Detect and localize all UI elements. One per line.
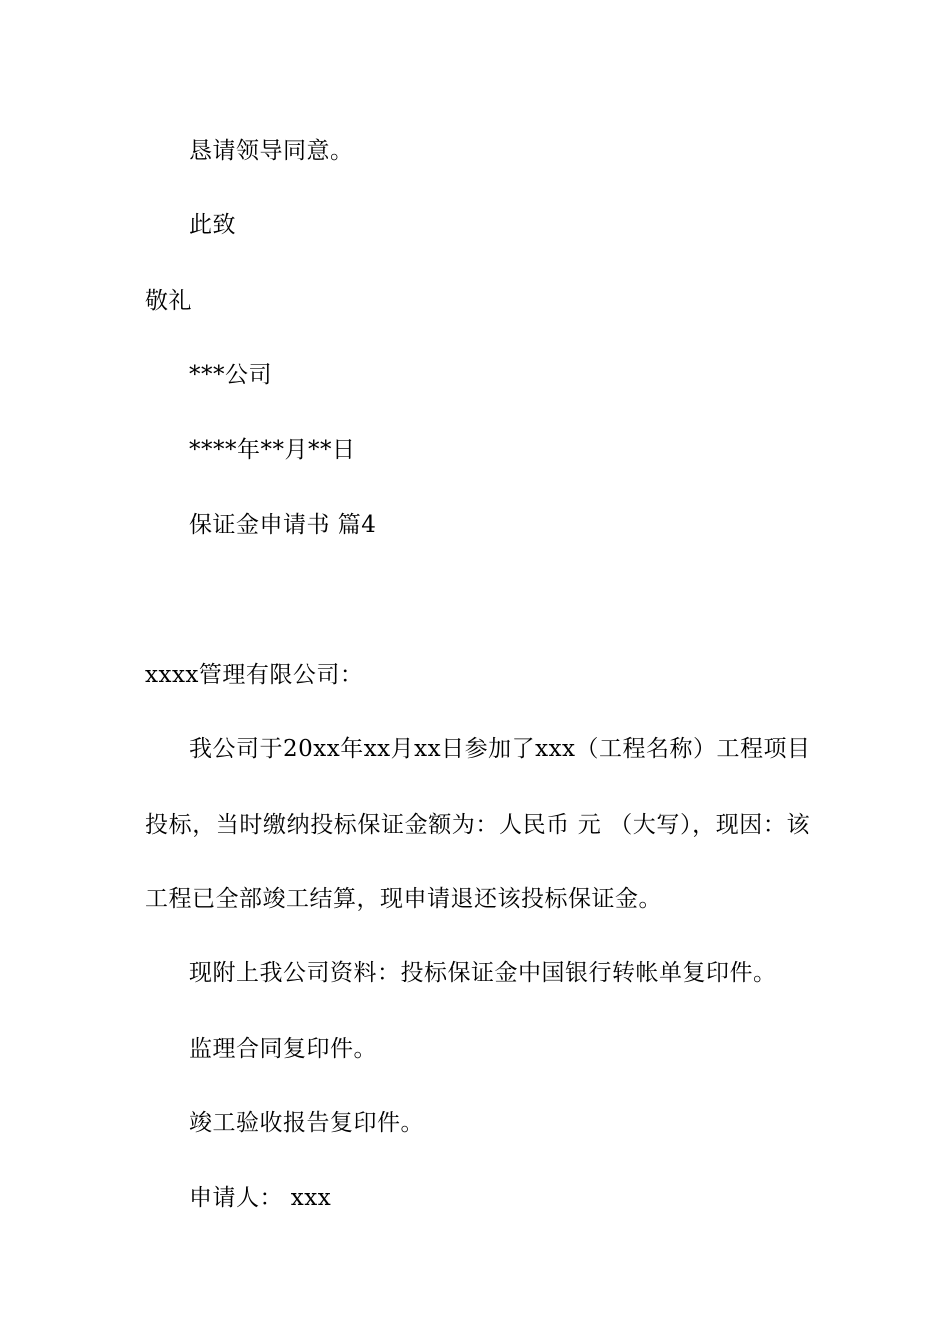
closing-jingli: 敬礼 — [145, 288, 192, 314]
attachment-line-1: 现附上我公司资料：投标保证金中国银行转帐单复印件。 — [189, 960, 777, 986]
attachment-line-2: 监理合同复印件。 — [189, 1036, 377, 1062]
section-heading: 保证金申请书 篇4 — [189, 512, 377, 538]
body-paragraph-line-3: 工程已全部竣工结算，现申请退还该投标保证金。 — [145, 886, 662, 912]
closing-cizhi: 此致 — [189, 212, 236, 238]
request-approval-line: 恳请领导同意。 — [189, 138, 354, 164]
body-paragraph-line-1: 我公司于20xx年xx月xx日参加了xxx（工程名称）工程项目 — [189, 736, 811, 762]
signature-date: ****年**月**日 — [189, 437, 356, 463]
attachment-line-3: 竣工验收报告复印件。 — [189, 1110, 424, 1136]
addressee: xxxx管理有限公司： — [145, 662, 364, 688]
applicant-line: 申请人： xxx — [189, 1185, 332, 1211]
body-paragraph-line-2: 投标，当时缴纳投标保证金额为：人民币 元 （大写），现因：该 — [145, 812, 810, 838]
signature-company: ***公司 — [189, 362, 272, 388]
